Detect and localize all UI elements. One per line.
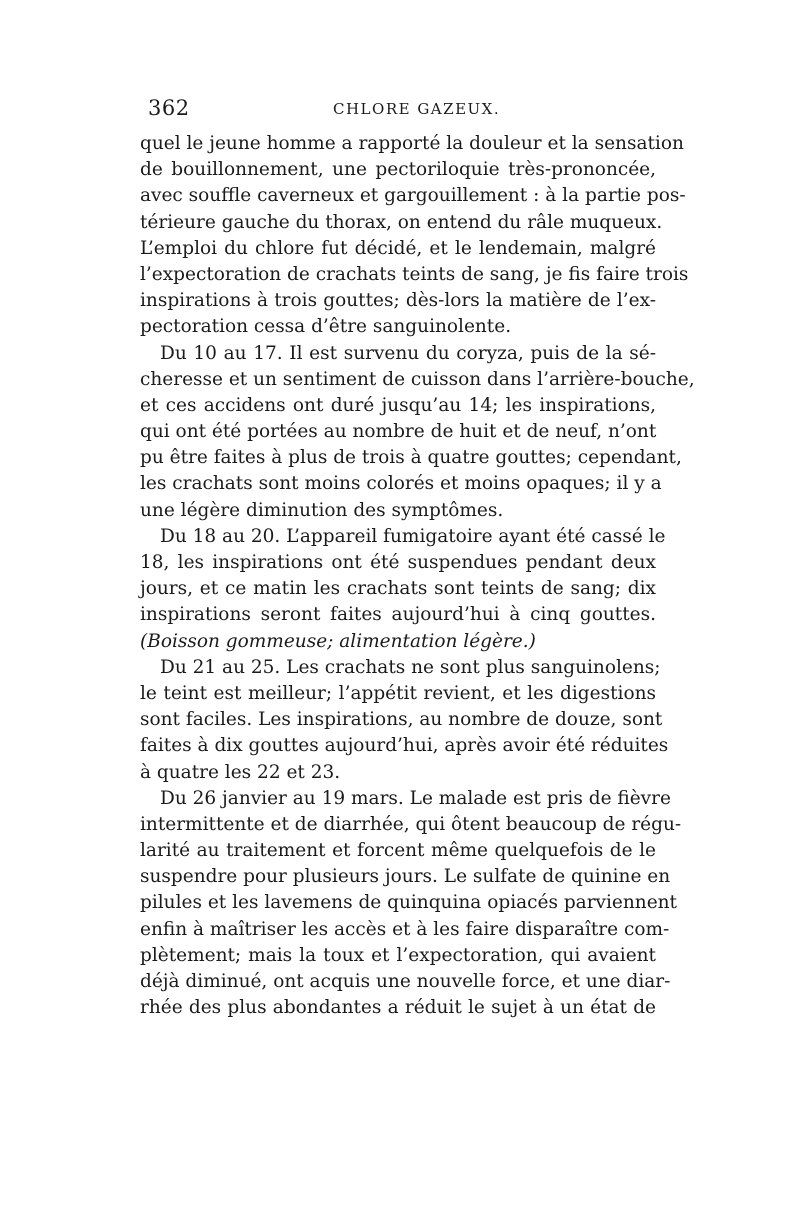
- text-line: cheresse et un sentiment de cuisson dans l’arrière-bouche,: [140, 368, 695, 390]
- text-line: suspendre pour plusieurs jours. Le sulfate de quinine en: [140, 866, 671, 888]
- paragraph-start-line: Du 21 au 25. Les crachats ne sont plus sanguinolens;: [160, 656, 661, 678]
- text-line: l’expectoration de crachats teints de sang, je fis faire trois: [140, 263, 689, 285]
- text-line: une légère diminution des symptômes.: [140, 499, 504, 521]
- text-line: L’emploi du chlore fut décidé, et le lendemain, malgré: [140, 237, 656, 259]
- text-line: sont faciles. Les inspirations, au nombre de douze, sont: [140, 709, 663, 731]
- running-head: CHLORE GAZEUX.: [333, 100, 501, 118]
- text-line: pectoration cessa d’être sanguinolente.: [140, 316, 512, 338]
- text-line: inspirations seront faites aujourd’hui à cinq gouttes.: [140, 604, 656, 626]
- text-line: intermittente et de diarrhée, qui ôtent beaucoup de régu-: [140, 813, 682, 835]
- text-line: quel le jeune homme a rapporté la douleur et la sensation: [140, 133, 684, 154]
- text-line: rhée des plus abondantes a réduit le sujet à un état de: [140, 997, 656, 1019]
- text-line: pu être faites à plus de trois à quatre gouttes; cependant,: [140, 447, 682, 469]
- text-line: qui ont été portées au nombre de huit et de neuf, n’ont: [140, 421, 657, 443]
- text-line: avec souffle caverneux et gargouillement : à la partie pos-: [140, 185, 686, 207]
- text-line: inspirations à trois gouttes; dès-lors la matière de l’ex-: [140, 290, 656, 312]
- text-line: plètement; mais la toux et l’expectoration, qui avaient: [140, 944, 656, 966]
- body-text: [140, 131, 695, 1021]
- paragraph-start-line: Du 10 au 17. Il est survenu du coryza, puis de la sé-: [160, 342, 656, 364]
- text-line: le teint est meilleur; l’appétit revient, et les digestions: [140, 682, 656, 704]
- text-line: déjà diminué, ont acquis une nouvelle force, et une diar-: [140, 971, 671, 992]
- text-line: jours, et ce matin les crachats sont teints de sang; dix: [140, 578, 656, 600]
- text-line: larité au traitement et forcent même quelquefois de le: [140, 840, 656, 862]
- text-line: enfin à maîtriser les accès et à les faire disparaître com-: [140, 918, 670, 940]
- text-line: et ces accidens ont duré jusqu’au 14; les inspirations,: [140, 394, 656, 416]
- text-line: à quatre les 22 et 23.: [140, 761, 341, 783]
- text-line: térieure gauche du thorax, on entend du râle muqueux.: [140, 211, 663, 233]
- text-line: pilules et les lavemens de quinquina opiacés parviennent: [140, 892, 677, 914]
- text-line: faites à dix gouttes aujourd’hui, après avoir été réduites: [140, 735, 669, 757]
- paragraph-start-line: Du 18 au 20. L’appareil fumigatoire ayant été cassé le: [160, 525, 666, 547]
- text-line: 18, les inspirations ont été suspendues pendant deux: [140, 552, 656, 573]
- page-header: [148, 96, 658, 128]
- text-line: les crachats sont moins colorés et moins opaques; il y a: [140, 473, 662, 495]
- text-line: de bouillonnement, une pectoriloquie très-prononcée,: [140, 159, 656, 181]
- italic-text-line: (Boisson gommeuse; alimentation légère.): [140, 630, 536, 652]
- page-number: 362: [148, 96, 190, 120]
- paragraph-start-line: Du 26 janvier au 19 mars. Le malade est pris de fièvre: [160, 787, 671, 809]
